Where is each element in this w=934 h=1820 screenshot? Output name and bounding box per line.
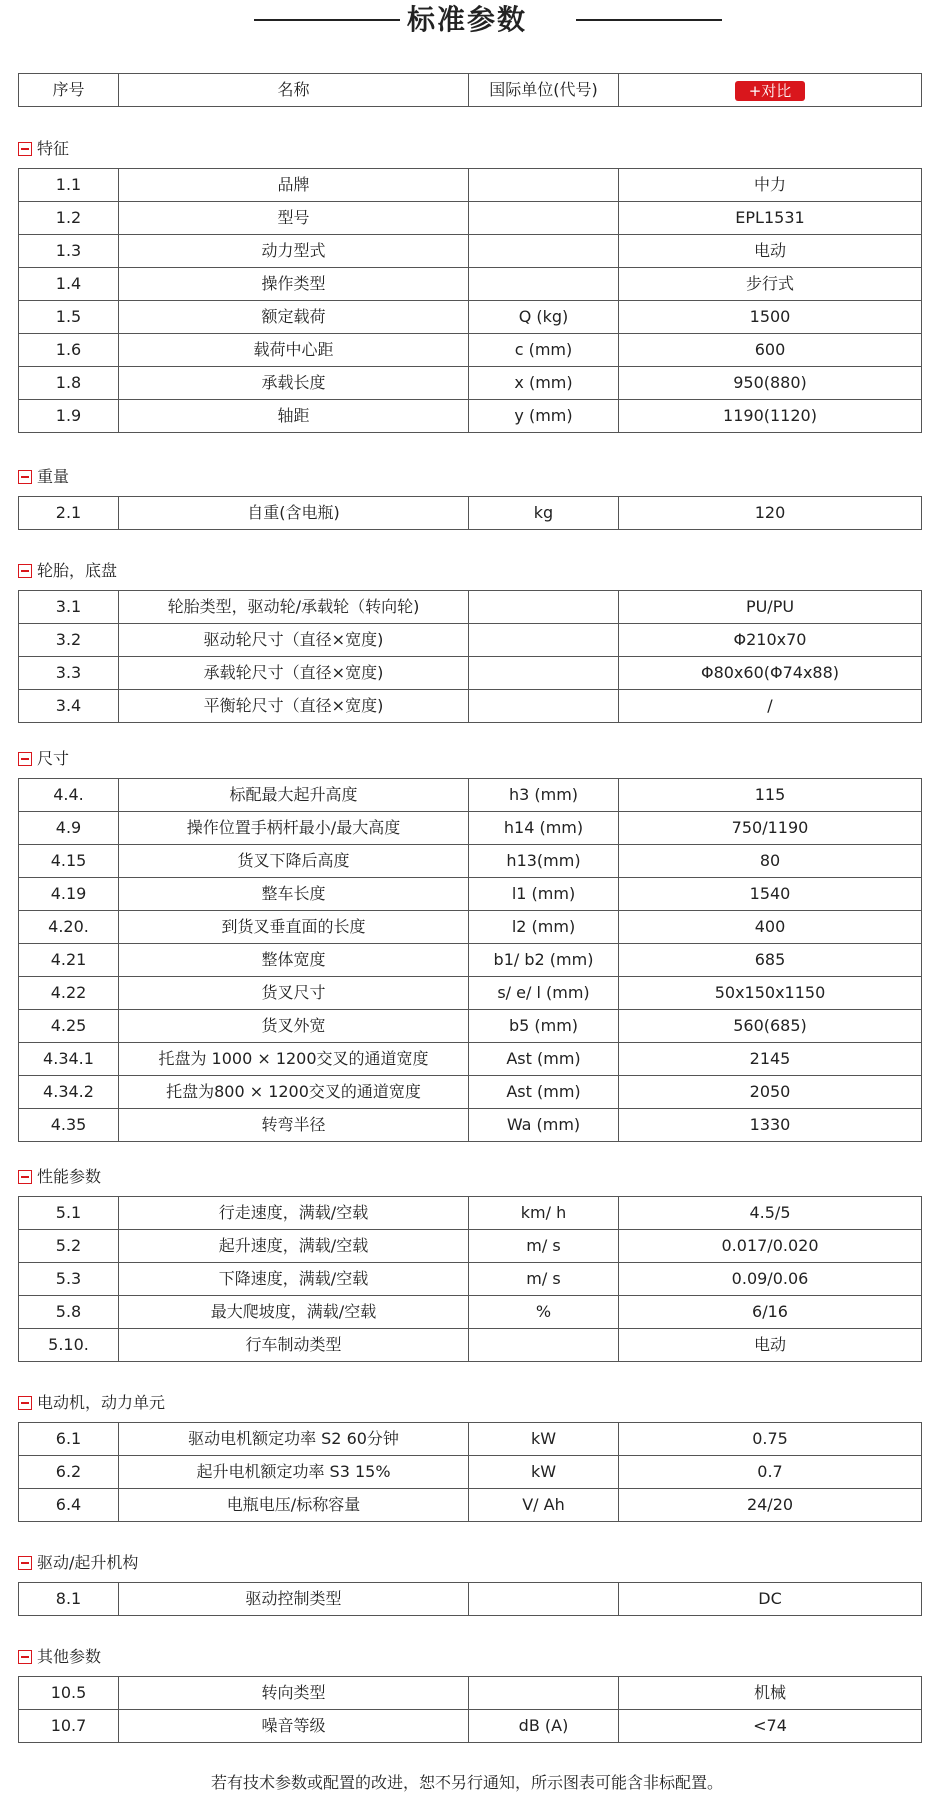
row-index: 3.2	[19, 624, 119, 657]
row-index: 1.2	[19, 202, 119, 235]
row-value: <74	[619, 1710, 922, 1743]
row-value: Φ80x60(Φ74x88)	[619, 657, 922, 690]
row-value: Φ210x70	[619, 624, 922, 657]
table-row	[19, 1583, 922, 1616]
row-name: 货叉下降后高度	[119, 845, 469, 878]
row-index: 8.1	[19, 1583, 119, 1616]
row-index: 3.1	[19, 591, 119, 624]
table-row	[19, 235, 922, 268]
row-value: 0.09/0.06	[619, 1263, 922, 1296]
row-value: 1500	[619, 301, 922, 334]
row-value: 1540	[619, 878, 922, 911]
row-value: 24/20	[619, 1489, 922, 1522]
row-index: 5.1	[19, 1197, 119, 1230]
row-name: 货叉外宽	[119, 1010, 469, 1043]
row-name: 托盘为 1000 × 1200交叉的通道宽度	[119, 1043, 469, 1076]
row-name: 转向类型	[119, 1677, 469, 1710]
table-row	[19, 301, 922, 334]
table-row	[19, 944, 922, 977]
row-name: 行车制动类型	[119, 1329, 469, 1362]
row-value: 1190(1120)	[619, 400, 922, 433]
row-value: 2050	[619, 1076, 922, 1109]
row-value: 0.017/0.020	[619, 1230, 922, 1263]
table-row	[19, 1489, 922, 1522]
section-title: 性能参数	[37, 1167, 102, 1186]
row-value: 600	[619, 334, 922, 367]
table-row	[19, 1423, 922, 1456]
table-row	[19, 624, 922, 657]
row-name: 起升电机额定功率 S3 15%	[119, 1456, 469, 1489]
section-header[interactable]	[18, 1166, 101, 1188]
row-unit: kW	[469, 1456, 619, 1489]
row-value: 步行式	[619, 268, 922, 301]
row-unit: h3 (mm)	[469, 779, 619, 812]
title-area	[0, 0, 934, 46]
row-name: 驱动电机额定功率 S2 60分钟	[119, 1423, 469, 1456]
row-unit: c (mm)	[469, 334, 619, 367]
table-row	[19, 977, 922, 1010]
spec-table	[18, 590, 922, 723]
row-name: 轮胎类型，驱动轮/承载轮（转向轮)	[119, 591, 469, 624]
table-row	[19, 1043, 922, 1076]
row-index: 1.1	[19, 169, 119, 202]
row-unit	[469, 657, 619, 690]
section-title: 轮胎，底盘	[37, 561, 118, 580]
row-index: 4.15	[19, 845, 119, 878]
row-index: 3.4	[19, 690, 119, 723]
row-value: 1330	[619, 1109, 922, 1142]
table-row	[19, 202, 922, 235]
row-index: 1.5	[19, 301, 119, 334]
table-row	[19, 845, 922, 878]
table-row	[19, 400, 922, 433]
row-value: 机械	[619, 1677, 922, 1710]
row-unit: Wa (mm)	[469, 1109, 619, 1142]
header-name: 名称	[119, 74, 469, 107]
row-index: 4.25	[19, 1010, 119, 1043]
row-name: 型号	[119, 202, 469, 235]
collapse-icon[interactable]	[18, 142, 32, 156]
row-unit: km/ h	[469, 1197, 619, 1230]
row-unit	[469, 169, 619, 202]
row-name: 货叉尺寸	[119, 977, 469, 1010]
table-row	[19, 1329, 922, 1362]
spec-table	[18, 1676, 922, 1743]
header-index: 序号	[19, 74, 119, 107]
page-title: 标准参数	[406, 3, 527, 36]
row-value: 750/1190	[619, 812, 922, 845]
collapse-icon[interactable]	[18, 752, 32, 766]
table-row	[19, 1710, 922, 1743]
row-index: 1.4	[19, 268, 119, 301]
row-value: PU/PU	[619, 591, 922, 624]
row-name: 到货叉垂直面的长度	[119, 911, 469, 944]
row-index: 5.8	[19, 1296, 119, 1329]
table-row	[19, 657, 922, 690]
row-index: 6.2	[19, 1456, 119, 1489]
spec-table	[18, 778, 922, 1142]
row-index: 5.10.	[19, 1329, 119, 1362]
row-index: 4.20.	[19, 911, 119, 944]
row-name: 下降速度，满载/空载	[119, 1263, 469, 1296]
row-name: 行走速度，满载/空载	[119, 1197, 469, 1230]
row-value: 0.7	[619, 1456, 922, 1489]
row-name: 噪音等级	[119, 1710, 469, 1743]
row-index: 6.1	[19, 1423, 119, 1456]
row-index: 6.4	[19, 1489, 119, 1522]
collapse-icon[interactable]	[18, 1396, 32, 1410]
row-unit: s/ e/ l (mm)	[469, 977, 619, 1010]
row-value: 115	[619, 779, 922, 812]
row-unit	[469, 591, 619, 624]
row-index: 1.3	[19, 235, 119, 268]
section-title: 尺寸	[37, 749, 70, 768]
table-row	[19, 1109, 922, 1142]
table-row	[19, 1456, 922, 1489]
table-row	[19, 367, 922, 400]
table-row	[19, 591, 922, 624]
row-index: 10.5	[19, 1677, 119, 1710]
row-unit	[469, 1583, 619, 1616]
table-row	[19, 1230, 922, 1263]
row-value: 560(685)	[619, 1010, 922, 1043]
row-unit: h13(mm)	[469, 845, 619, 878]
header-table	[18, 73, 922, 107]
row-value: 120	[619, 497, 922, 530]
row-unit	[469, 690, 619, 723]
title-right-rule	[576, 19, 722, 21]
row-unit: dB (A)	[469, 1710, 619, 1743]
row-unit: m/ s	[469, 1230, 619, 1263]
row-value: /	[619, 690, 922, 723]
table-row	[19, 1296, 922, 1329]
section-header[interactable]	[18, 466, 69, 488]
row-unit	[469, 268, 619, 301]
row-index: 10.7	[19, 1710, 119, 1743]
row-name: 托盘为800 × 1200交叉的通道宽度	[119, 1076, 469, 1109]
row-index: 5.3	[19, 1263, 119, 1296]
row-index: 4.22	[19, 977, 119, 1010]
row-value: 80	[619, 845, 922, 878]
row-unit	[469, 624, 619, 657]
row-index: 4.34.2	[19, 1076, 119, 1109]
row-unit: m/ s	[469, 1263, 619, 1296]
row-name: 平衡轮尺寸（直径×宽度)	[119, 690, 469, 723]
row-value: 950(880)	[619, 367, 922, 400]
row-name: 轴距	[119, 400, 469, 433]
header-compare-cell	[619, 74, 922, 107]
row-value: 400	[619, 911, 922, 944]
row-index: 3.3	[19, 657, 119, 690]
section-header[interactable]	[18, 560, 117, 582]
row-name: 起升速度，满载/空载	[119, 1230, 469, 1263]
row-index: 1.8	[19, 367, 119, 400]
row-index: 4.19	[19, 878, 119, 911]
row-index: 4.21	[19, 944, 119, 977]
row-name: 载荷中心距	[119, 334, 469, 367]
row-name: 标配最大起升高度	[119, 779, 469, 812]
row-name: 操作类型	[119, 268, 469, 301]
row-unit: l2 (mm)	[469, 911, 619, 944]
table-row	[19, 268, 922, 301]
row-name: 驱动轮尺寸（直径×宽度)	[119, 624, 469, 657]
section-header[interactable]	[18, 1646, 101, 1668]
row-name: 自重(含电瓶)	[119, 497, 469, 530]
section-title: 重量	[37, 467, 70, 486]
section-header[interactable]	[18, 1552, 138, 1574]
row-name: 最大爬坡度，满载/空载	[119, 1296, 469, 1329]
table-row	[19, 878, 922, 911]
spec-table	[18, 168, 922, 433]
row-unit: V/ Ah	[469, 1489, 619, 1522]
spec-table	[18, 496, 922, 530]
spec-table	[18, 1196, 922, 1362]
footnote: 若有技术参数或配置的改进，恕不另行通知，所示图表可能含非标配置。	[210, 1773, 723, 1792]
row-unit: b1/ b2 (mm)	[469, 944, 619, 977]
table-row	[19, 1197, 922, 1230]
row-unit	[469, 1329, 619, 1362]
row-name: 动力型式	[119, 235, 469, 268]
row-unit	[469, 202, 619, 235]
table-row	[19, 1263, 922, 1296]
row-index: 4.34.1	[19, 1043, 119, 1076]
spec-table	[18, 1422, 922, 1522]
section-header[interactable]	[18, 138, 69, 160]
row-value: EPL1531	[619, 202, 922, 235]
row-unit: kg	[469, 497, 619, 530]
collapse-icon[interactable]	[18, 1170, 32, 1184]
table-row	[19, 1010, 922, 1043]
row-unit: h14 (mm)	[469, 812, 619, 845]
table-row	[19, 334, 922, 367]
table-row	[19, 911, 922, 944]
table-row	[19, 169, 922, 202]
row-unit: Ast (mm)	[469, 1043, 619, 1076]
table-row	[19, 1677, 922, 1710]
collapse-icon[interactable]	[18, 1650, 32, 1664]
row-unit: Ast (mm)	[469, 1076, 619, 1109]
row-unit: l1 (mm)	[469, 878, 619, 911]
collapse-icon[interactable]	[18, 1556, 32, 1570]
row-unit	[469, 235, 619, 268]
row-name: 整车长度	[119, 878, 469, 911]
row-index: 4.35	[19, 1109, 119, 1142]
row-value: 50x150x1150	[619, 977, 922, 1010]
compare-button[interactable]: +对比	[735, 81, 806, 101]
row-index: 5.2	[19, 1230, 119, 1263]
row-value: 6/16	[619, 1296, 922, 1329]
row-name: 操作位置手柄杆最小/最大高度	[119, 812, 469, 845]
section-title: 其他参数	[37, 1647, 102, 1666]
row-index: 2.1	[19, 497, 119, 530]
row-value: 电动	[619, 235, 922, 268]
row-value: 电动	[619, 1329, 922, 1362]
row-name: 承载轮尺寸（直径×宽度)	[119, 657, 469, 690]
section-title: 特征	[37, 139, 70, 158]
row-unit: y (mm)	[469, 400, 619, 433]
table-row	[19, 690, 922, 723]
row-value: DC	[619, 1583, 922, 1616]
collapse-icon[interactable]	[18, 470, 32, 484]
row-unit: kW	[469, 1423, 619, 1456]
row-index: 4.4.	[19, 779, 119, 812]
row-name: 驱动控制类型	[119, 1583, 469, 1616]
row-index: 1.6	[19, 334, 119, 367]
header-unit: 国际单位(代号)	[469, 74, 619, 107]
header-row	[19, 74, 922, 107]
row-value: 2145	[619, 1043, 922, 1076]
table-row	[19, 1076, 922, 1109]
table-row	[19, 497, 922, 530]
row-name: 整体宽度	[119, 944, 469, 977]
row-name: 品牌	[119, 169, 469, 202]
row-value: 685	[619, 944, 922, 977]
table-row	[19, 812, 922, 845]
row-name: 额定载荷	[119, 301, 469, 334]
row-value: 4.5/5	[619, 1197, 922, 1230]
row-name: 承载长度	[119, 367, 469, 400]
section-header[interactable]	[18, 1392, 165, 1414]
row-unit: b5 (mm)	[469, 1010, 619, 1043]
row-name: 转弯半径	[119, 1109, 469, 1142]
spec-table	[18, 1582, 922, 1616]
collapse-icon[interactable]	[18, 564, 32, 578]
row-unit: %	[469, 1296, 619, 1329]
row-unit: x (mm)	[469, 367, 619, 400]
row-index: 1.9	[19, 400, 119, 433]
row-name: 电瓶电压/标称容量	[119, 1489, 469, 1522]
section-header[interactable]	[18, 748, 69, 770]
section-title: 电动机，动力单元	[37, 1393, 166, 1412]
row-index: 4.9	[19, 812, 119, 845]
table-row	[19, 779, 922, 812]
row-unit: Q (kg)	[469, 301, 619, 334]
section-title: 驱动/起升机构	[37, 1553, 139, 1572]
row-unit	[469, 1677, 619, 1710]
row-value: 中力	[619, 169, 922, 202]
row-value: 0.75	[619, 1423, 922, 1456]
